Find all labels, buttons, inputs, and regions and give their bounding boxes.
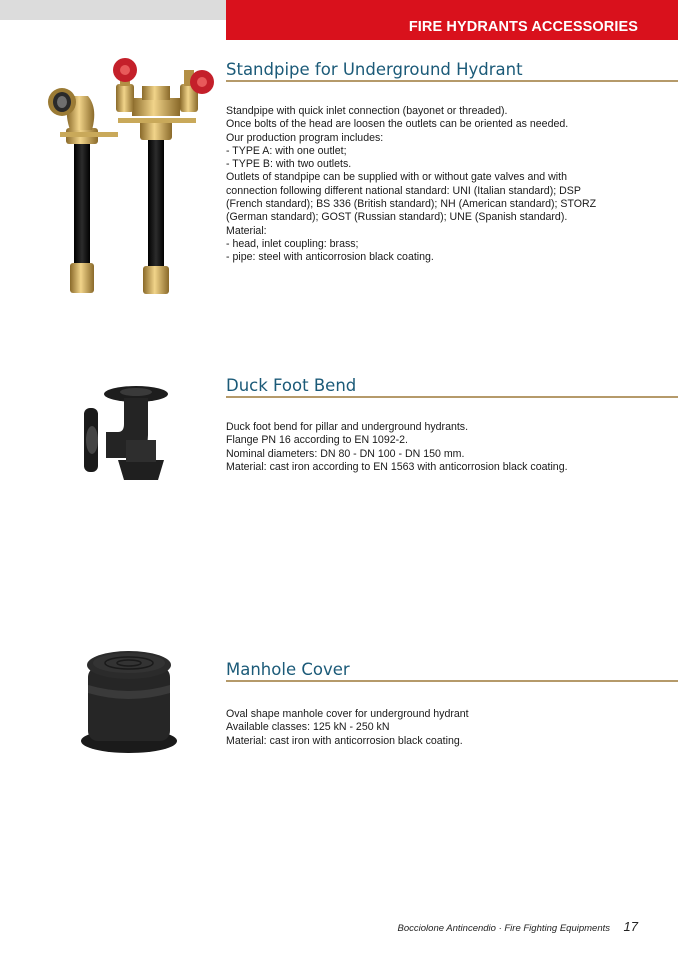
body-line: Material: cast iron according to EN 1563 with anticorrosion black coating. [226, 460, 568, 473]
body-line: (French standard); BS 336 (British standard); NH (American standard); STORZ [226, 198, 597, 211]
section-title-duck-foot-bend: Duck Foot Bend [226, 376, 357, 395]
body-line: Available classes: 125 kN - 250 kN [226, 721, 390, 734]
section-title-standpipe: Standpipe for Underground Hydrant [226, 60, 523, 79]
section-body-standpipe [226, 105, 656, 265]
body-line: - head, inlet coupling: brass; [226, 237, 359, 250]
body-line: Flange PN 16 according to EN 1092-2. [226, 434, 408, 447]
body-line: Material: [226, 224, 267, 237]
body-line: - TYPE B: with two outlets. [226, 158, 352, 171]
body-line: Standpipe with quick inlet connection (bayonet or threaded). [226, 105, 508, 117]
body-line: Outlets of standpipe can be supplied with or without gate valves and with [226, 171, 567, 184]
footer-text: Bocciolone Antincendio · Fire Fighting Equipments [397, 923, 610, 934]
section-body-duck-foot-bend [226, 421, 656, 474]
body-line: Material: cast iron with anticorrosion black coating. [226, 734, 463, 747]
section-rule [226, 80, 678, 82]
body-line: - TYPE A: with one outlet; [226, 144, 347, 157]
body-line: Our production program includes: [226, 131, 384, 144]
body-line: Duck foot bend for pillar and underground hydrants. [226, 421, 469, 433]
section-rule [226, 396, 678, 398]
page-number: 17 [623, 919, 638, 934]
body-line: (German standard); GOST (Russian standard); UNE (Spanish standard). [226, 211, 568, 224]
section-body-manhole-cover [226, 708, 656, 748]
section-rule [226, 680, 678, 682]
section-title-manhole-cover: Manhole Cover [226, 660, 350, 679]
duck-foot-bend-image [78, 380, 173, 485]
header-grey-bar [0, 0, 226, 20]
header-title: FIRE HYDRANTS ACCESSORIES [408, 19, 638, 35]
standpipe-image [40, 58, 225, 300]
manhole-cover-image [78, 645, 180, 755]
body-line: Nominal diameters: DN 80 - DN 100 - DN 150 mm. [226, 447, 465, 460]
body-line: - pipe: steel with anticorrosion black coating. [226, 251, 434, 264]
body-line: Once bolts of the head are loosen the outlets can be oriented as needed. [226, 118, 569, 131]
body-line: connection following different national standard: UNI (Italian standard); DSP [226, 184, 581, 197]
body-line: Oval shape manhole cover for underground hydrant [226, 708, 469, 720]
